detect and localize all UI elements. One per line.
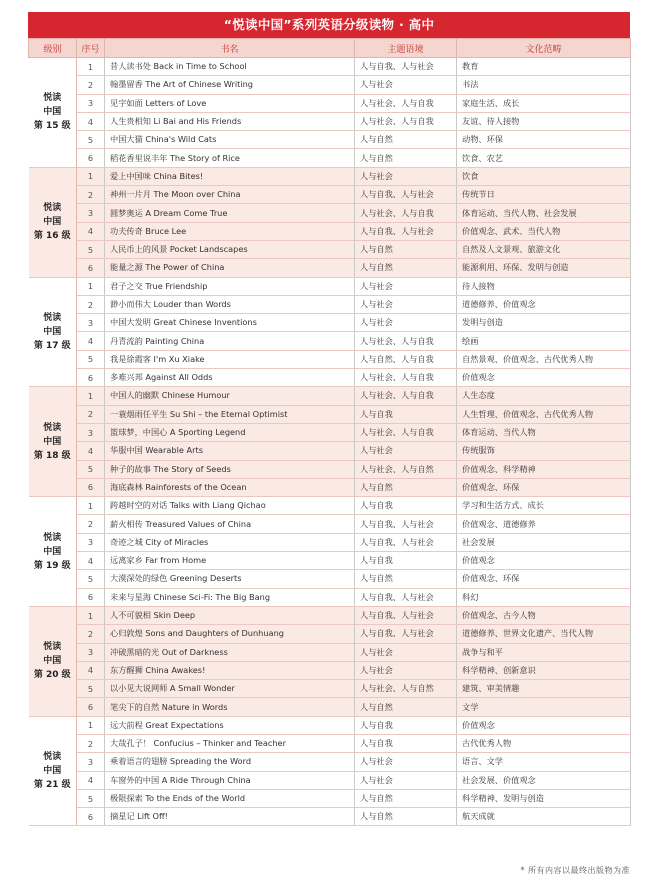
table-row bbox=[29, 350, 631, 368]
theme-cell: 人与自然 bbox=[355, 240, 457, 258]
table-row bbox=[29, 478, 631, 496]
table-row bbox=[29, 460, 631, 478]
header-level: 级别 bbox=[29, 39, 77, 58]
culture-cell: 古代优秀人物 bbox=[457, 734, 631, 752]
level-label: 第 19 级 bbox=[33, 560, 71, 571]
num-cell: 2 bbox=[77, 625, 105, 643]
table-row bbox=[29, 314, 631, 332]
table-row bbox=[29, 112, 631, 130]
level-label: 悦读 bbox=[43, 752, 62, 763]
num-cell: 5 bbox=[77, 350, 105, 368]
table-row bbox=[29, 771, 631, 789]
theme-cell: 人与社会、人与自我 bbox=[355, 387, 457, 405]
table-row bbox=[29, 808, 631, 826]
level-label: 第 15 级 bbox=[33, 121, 71, 132]
culture-cell: 价值观念、道德修养 bbox=[457, 515, 631, 533]
theme-cell: 人与社会、人与自我 bbox=[355, 112, 457, 130]
num-cell: 3 bbox=[77, 643, 105, 661]
catalog-sheet bbox=[28, 12, 630, 826]
theme-cell: 人与社会 bbox=[355, 771, 457, 789]
table-row bbox=[29, 661, 631, 679]
theme-cell: 人与自然 bbox=[355, 149, 457, 167]
theme-cell: 人与社会 bbox=[355, 277, 457, 295]
level-label: 第 18 级 bbox=[33, 450, 71, 461]
table-row bbox=[29, 387, 631, 405]
level-label: 悦读 bbox=[43, 203, 62, 214]
culture-cell: 价值观念 bbox=[457, 552, 631, 570]
table-row bbox=[29, 149, 631, 167]
num-cell: 1 bbox=[77, 716, 105, 734]
table-row bbox=[29, 423, 631, 441]
culture-cell: 人生态度 bbox=[457, 387, 631, 405]
theme-cell: 人与自然、人与自我 bbox=[355, 350, 457, 368]
book-title-cell: 稻花香里说丰年 The Story of Rice bbox=[105, 149, 355, 167]
culture-cell: 书法 bbox=[457, 76, 631, 94]
book-title-cell: 中国大猫 China's Wild Cats bbox=[105, 131, 355, 149]
theme-cell: 人与自然 bbox=[355, 570, 457, 588]
book-title-cell: 车窗外的中国 A Ride Through China bbox=[105, 771, 355, 789]
level-label: 第 17 级 bbox=[33, 340, 71, 351]
num-cell: 4 bbox=[77, 332, 105, 350]
table-body bbox=[29, 58, 631, 826]
culture-cell: 自然及人文景观、旅游文化 bbox=[457, 240, 631, 258]
level-cell bbox=[29, 716, 77, 826]
book-title-cell: 人生贵相知 Li Bai and His Friends bbox=[105, 112, 355, 130]
theme-cell: 人与自然 bbox=[355, 789, 457, 807]
page-title: “悦读中国”系列英语分级读物 · 高中 bbox=[28, 12, 630, 38]
table-row bbox=[29, 698, 631, 716]
num-cell: 1 bbox=[77, 58, 105, 76]
book-title-cell: 乘着语言的翅膀 Spreading the Word bbox=[105, 753, 355, 771]
table-row bbox=[29, 167, 631, 185]
book-title-cell: 神州一片月 The Moon over China bbox=[105, 186, 355, 204]
num-cell: 2 bbox=[77, 186, 105, 204]
culture-cell: 待人接物 bbox=[457, 277, 631, 295]
theme-cell: 人与自我 bbox=[355, 716, 457, 734]
theme-cell: 人与社会 bbox=[355, 661, 457, 679]
theme-cell: 人与社会、人与自我 bbox=[355, 332, 457, 350]
culture-cell: 体育运动、当代人物 bbox=[457, 423, 631, 441]
table-row bbox=[29, 204, 631, 222]
book-title-cell: 摘星记 Lift Off! bbox=[105, 808, 355, 826]
book-title-cell: 极限探索 To the Ends of the World bbox=[105, 789, 355, 807]
culture-cell: 人生哲理、价值观念、古代优秀人物 bbox=[457, 405, 631, 423]
theme-cell: 人与自我 bbox=[355, 734, 457, 752]
theme-cell: 人与自我、人与社会 bbox=[355, 606, 457, 624]
level-cell bbox=[29, 497, 77, 607]
num-cell: 4 bbox=[77, 222, 105, 240]
num-cell: 3 bbox=[77, 94, 105, 112]
culture-cell: 发明与创造 bbox=[457, 314, 631, 332]
table-row bbox=[29, 369, 631, 387]
theme-cell: 人与自我 bbox=[355, 405, 457, 423]
culture-cell: 价值观念、科学精神 bbox=[457, 460, 631, 478]
num-cell: 3 bbox=[77, 204, 105, 222]
book-title-cell: 华服中国 Wearable Arts bbox=[105, 442, 355, 460]
theme-cell: 人与社会、人与自然 bbox=[355, 680, 457, 698]
book-title-cell: 大漠深处的绿色 Greening Deserts bbox=[105, 570, 355, 588]
table-row bbox=[29, 625, 631, 643]
level-label: 中国 bbox=[43, 217, 62, 228]
book-title-cell: 人不可貌相 Skin Deep bbox=[105, 606, 355, 624]
num-cell: 6 bbox=[77, 149, 105, 167]
book-title-cell: 能量之源 The Power of China bbox=[105, 259, 355, 277]
table-row bbox=[29, 753, 631, 771]
num-cell: 1 bbox=[77, 606, 105, 624]
num-cell: 4 bbox=[77, 552, 105, 570]
level-label: 中国 bbox=[43, 107, 62, 118]
table-row bbox=[29, 240, 631, 258]
theme-cell: 人与社会、人与自我 bbox=[355, 369, 457, 387]
num-cell: 6 bbox=[77, 259, 105, 277]
level-label: 第 16 级 bbox=[33, 231, 71, 242]
culture-cell: 学习和生活方式、成长 bbox=[457, 497, 631, 515]
table-row bbox=[29, 497, 631, 515]
table-row bbox=[29, 186, 631, 204]
culture-cell: 文学 bbox=[457, 698, 631, 716]
header-book: 书名 bbox=[105, 39, 355, 58]
theme-cell: 人与社会 bbox=[355, 442, 457, 460]
book-title-cell: 以小见大说网师 A Small Wonder bbox=[105, 680, 355, 698]
table-row bbox=[29, 588, 631, 606]
num-cell: 6 bbox=[77, 698, 105, 716]
num-cell: 3 bbox=[77, 423, 105, 441]
book-title-cell: 君子之交 True Friendship bbox=[105, 277, 355, 295]
table-row bbox=[29, 606, 631, 624]
culture-cell: 饮食、农艺 bbox=[457, 149, 631, 167]
level-label: 中国 bbox=[43, 656, 62, 667]
book-title-cell: 人民币上的风景 Pocket Landscapes bbox=[105, 240, 355, 258]
book-title-cell: 见字如面 Letters of Love bbox=[105, 94, 355, 112]
culture-cell: 价值观念、环保 bbox=[457, 478, 631, 496]
level-cell bbox=[29, 167, 77, 277]
theme-cell: 人与自我、人与社会 bbox=[355, 625, 457, 643]
num-cell: 1 bbox=[77, 387, 105, 405]
num-cell: 4 bbox=[77, 442, 105, 460]
theme-cell: 人与社会 bbox=[355, 753, 457, 771]
level-label: 第 20 级 bbox=[33, 670, 71, 681]
book-title-cell: 渺小而伟大 Louder than Words bbox=[105, 295, 355, 313]
theme-cell: 人与社会、人与自我 bbox=[355, 204, 457, 222]
culture-cell: 教育 bbox=[457, 58, 631, 76]
book-title-cell: 远离家乡 Far from Home bbox=[105, 552, 355, 570]
book-title-cell: 翰墨留香 The Art of Chinese Writing bbox=[105, 76, 355, 94]
theme-cell: 人与自然 bbox=[355, 131, 457, 149]
culture-cell: 建筑、审美情趣 bbox=[457, 680, 631, 698]
book-title-cell: 笔尖下的自然 Nature in Words bbox=[105, 698, 355, 716]
theme-cell: 人与自我 bbox=[355, 497, 457, 515]
culture-cell: 航天成就 bbox=[457, 808, 631, 826]
culture-cell: 自然景观、价值观念、古代优秀人物 bbox=[457, 350, 631, 368]
culture-cell: 社会发展、价值观念 bbox=[457, 771, 631, 789]
level-cell bbox=[29, 606, 77, 716]
table-row bbox=[29, 332, 631, 350]
table-row bbox=[29, 716, 631, 734]
theme-cell: 人与社会 bbox=[355, 314, 457, 332]
table-row bbox=[29, 789, 631, 807]
level-cell bbox=[29, 277, 77, 387]
theme-cell: 人与自然 bbox=[355, 808, 457, 826]
book-title-cell: 丹青流韵 Painting China bbox=[105, 332, 355, 350]
book-table bbox=[28, 38, 631, 826]
book-title-cell: 一蓑烟雨任平生 Su Shi – the Eternal Optimist bbox=[105, 405, 355, 423]
theme-cell: 人与社会、人与自我 bbox=[355, 423, 457, 441]
num-cell: 3 bbox=[77, 533, 105, 551]
culture-cell: 传统服饰 bbox=[457, 442, 631, 460]
table-row bbox=[29, 277, 631, 295]
num-cell: 5 bbox=[77, 131, 105, 149]
book-title-cell: 多难兴邦 Against All Odds bbox=[105, 369, 355, 387]
num-cell: 5 bbox=[77, 789, 105, 807]
num-cell: 5 bbox=[77, 240, 105, 258]
theme-cell: 人与自我、人与社会 bbox=[355, 533, 457, 551]
culture-cell: 家庭生活、成长 bbox=[457, 94, 631, 112]
culture-cell: 科幻 bbox=[457, 588, 631, 606]
culture-cell: 道德修养、价值观念 bbox=[457, 295, 631, 313]
level-label: 中国 bbox=[43, 766, 62, 777]
theme-cell: 人与社会、人与自然 bbox=[355, 460, 457, 478]
theme-cell: 人与自我、人与社会 bbox=[355, 515, 457, 533]
book-title-cell: 种子的故事 The Story of Seeds bbox=[105, 460, 355, 478]
table-header-row bbox=[29, 39, 631, 58]
book-title-cell: 未来与星海 Chinese Sci-Fi: The Big Bang bbox=[105, 588, 355, 606]
num-cell: 2 bbox=[77, 295, 105, 313]
theme-cell: 人与自然 bbox=[355, 259, 457, 277]
theme-cell: 人与社会 bbox=[355, 643, 457, 661]
table-row bbox=[29, 734, 631, 752]
culture-cell: 科学精神、发明与创造 bbox=[457, 789, 631, 807]
table-row bbox=[29, 131, 631, 149]
num-cell: 5 bbox=[77, 680, 105, 698]
table-row bbox=[29, 680, 631, 698]
culture-cell: 传统节日 bbox=[457, 186, 631, 204]
level-cell bbox=[29, 387, 77, 497]
table-row bbox=[29, 259, 631, 277]
num-cell: 6 bbox=[77, 588, 105, 606]
footnote: * 所有内容以最终出版物为准 bbox=[520, 866, 630, 875]
culture-cell: 动物、环保 bbox=[457, 131, 631, 149]
culture-cell: 友谊、待人接物 bbox=[457, 112, 631, 130]
culture-cell: 饮食 bbox=[457, 167, 631, 185]
num-cell: 5 bbox=[77, 570, 105, 588]
theme-cell: 人与自然 bbox=[355, 698, 457, 716]
level-label: 悦读 bbox=[43, 422, 62, 433]
level-label: 悦读 bbox=[43, 93, 62, 104]
level-label: 中国 bbox=[43, 326, 62, 337]
theme-cell: 人与自我 bbox=[355, 552, 457, 570]
num-cell: 5 bbox=[77, 460, 105, 478]
level-label: 悦读 bbox=[43, 532, 62, 543]
num-cell: 2 bbox=[77, 515, 105, 533]
table-row bbox=[29, 94, 631, 112]
level-label: 中国 bbox=[43, 436, 62, 447]
book-title-cell: 大哉孔子！ Confucius – Thinker and Teacher bbox=[105, 734, 355, 752]
level-label: 中国 bbox=[43, 546, 62, 557]
theme-cell: 人与自我、人与社会 bbox=[355, 222, 457, 240]
num-cell: 4 bbox=[77, 112, 105, 130]
theme-cell: 人与社会 bbox=[355, 76, 457, 94]
table-row bbox=[29, 552, 631, 570]
book-title-cell: 东方醒狮 China Awakes! bbox=[105, 661, 355, 679]
culture-cell: 价值观念、环保 bbox=[457, 570, 631, 588]
book-title-cell: 冲破黑暗的光 Out of Darkness bbox=[105, 643, 355, 661]
level-label: 悦读 bbox=[43, 642, 62, 653]
num-cell: 1 bbox=[77, 167, 105, 185]
table-row bbox=[29, 570, 631, 588]
header-num: 序号 bbox=[77, 39, 105, 58]
culture-cell: 社会发展 bbox=[457, 533, 631, 551]
theme-cell: 人与自我、人与社会 bbox=[355, 588, 457, 606]
table-row bbox=[29, 515, 631, 533]
culture-cell: 体育运动、当代人物、社会发展 bbox=[457, 204, 631, 222]
culture-cell: 价值观念、古今人物 bbox=[457, 606, 631, 624]
culture-cell: 道德修养、世界文化遗产、当代人物 bbox=[457, 625, 631, 643]
table-row bbox=[29, 222, 631, 240]
table-row bbox=[29, 405, 631, 423]
culture-cell: 科学精神、创新意识 bbox=[457, 661, 631, 679]
level-label: 第 21 级 bbox=[33, 780, 71, 791]
culture-cell: 战争与和平 bbox=[457, 643, 631, 661]
table-row bbox=[29, 442, 631, 460]
book-title-cell: 爱上中国味 China Bites! bbox=[105, 167, 355, 185]
book-title-cell: 心归敦煌 Sons and Daughters of Dunhuang bbox=[105, 625, 355, 643]
culture-cell: 价值观念 bbox=[457, 369, 631, 387]
table-row bbox=[29, 295, 631, 313]
num-cell: 2 bbox=[77, 734, 105, 752]
num-cell: 1 bbox=[77, 277, 105, 295]
header-culture: 文化范畴 bbox=[457, 39, 631, 58]
book-title-cell: 中国人的幽默 Chinese Humour bbox=[105, 387, 355, 405]
theme-cell: 人与社会、人与自我 bbox=[355, 94, 457, 112]
culture-cell: 价值观念、武术、当代人物 bbox=[457, 222, 631, 240]
header-theme: 主题语境 bbox=[355, 39, 457, 58]
num-cell: 6 bbox=[77, 369, 105, 387]
table-row bbox=[29, 533, 631, 551]
book-title-cell: 篮球梦，中国心 A Sporting Legend bbox=[105, 423, 355, 441]
culture-cell: 能源利用、环保、发明与创造 bbox=[457, 259, 631, 277]
book-title-cell: 昔人读书处 Back in Time to School bbox=[105, 58, 355, 76]
theme-cell: 人与自我、人与社会 bbox=[355, 58, 457, 76]
num-cell: 2 bbox=[77, 76, 105, 94]
table-row bbox=[29, 643, 631, 661]
theme-cell: 人与自我、人与社会 bbox=[355, 186, 457, 204]
num-cell: 4 bbox=[77, 661, 105, 679]
book-title-cell: 我是徐霞客 I'm Xu Xiake bbox=[105, 350, 355, 368]
theme-cell: 人与自然 bbox=[355, 478, 457, 496]
book-title-cell: 远大前程 Great Expectations bbox=[105, 716, 355, 734]
book-title-cell: 圆梦奥运 A Dream Come True bbox=[105, 204, 355, 222]
num-cell: 2 bbox=[77, 405, 105, 423]
table-row bbox=[29, 76, 631, 94]
book-title-cell: 跨越时空的对话 Talks with Liang Qichao bbox=[105, 497, 355, 515]
theme-cell: 人与社会 bbox=[355, 295, 457, 313]
num-cell: 3 bbox=[77, 314, 105, 332]
level-cell bbox=[29, 58, 77, 168]
num-cell: 1 bbox=[77, 497, 105, 515]
table-row bbox=[29, 58, 631, 76]
num-cell: 6 bbox=[77, 478, 105, 496]
book-title-cell: 薪火相传 Treasured Values of China bbox=[105, 515, 355, 533]
book-title-cell: 奇迹之城 City of Miracles bbox=[105, 533, 355, 551]
book-title-cell: 功夫传奇 Bruce Lee bbox=[105, 222, 355, 240]
num-cell: 4 bbox=[77, 771, 105, 789]
level-label: 悦读 bbox=[43, 312, 62, 323]
culture-cell: 绘画 bbox=[457, 332, 631, 350]
culture-cell: 价值观念 bbox=[457, 716, 631, 734]
book-title-cell: 海底森林 Rainforests of the Ocean bbox=[105, 478, 355, 496]
theme-cell: 人与社会 bbox=[355, 167, 457, 185]
num-cell: 3 bbox=[77, 753, 105, 771]
culture-cell: 语言、文学 bbox=[457, 753, 631, 771]
book-title-cell: 中国大发明 Great Chinese Inventions bbox=[105, 314, 355, 332]
num-cell: 6 bbox=[77, 808, 105, 826]
